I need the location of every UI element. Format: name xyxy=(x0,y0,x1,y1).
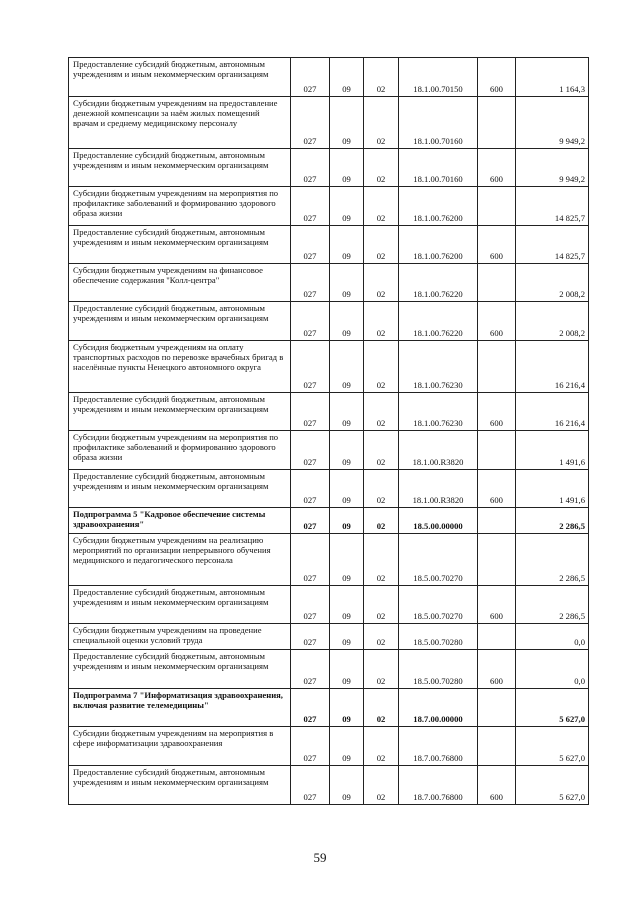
item-name-cell: Субсидии бюджетным учреждениям на проведение специальной оценки условий труда xyxy=(69,624,291,650)
item-name-cell: Предоставление субсидий бюджетным, автономным учреждениям и иным некоммерческим организациям xyxy=(69,149,291,187)
table-row xyxy=(69,341,589,393)
amount-cell: 14 825,7 xyxy=(516,187,589,226)
ved-code-cell: 027 xyxy=(291,508,330,534)
item-name-cell: Субсидии бюджетным учреждениям на мероприятия по профилактике заболеваний и формированию здорового образа жизни xyxy=(69,187,291,226)
item-name-cell: Предоставление субсидий бюджетным, автономным учреждениям и иным некоммерческим организациям xyxy=(69,302,291,341)
expense-type-cell: 600 xyxy=(478,766,516,805)
table-row xyxy=(69,766,589,805)
target-article-cell: 18.5.00.70280 xyxy=(399,650,478,689)
ved-code-cell: 027 xyxy=(291,727,330,766)
amount-cell: 14 825,7 xyxy=(516,226,589,264)
amount-cell: 2 008,2 xyxy=(516,264,589,302)
expense-type-cell: 600 xyxy=(478,393,516,431)
ved-code-cell: 027 xyxy=(291,97,330,149)
ved-code-cell: 027 xyxy=(291,624,330,650)
subsection-code-cell: 02 xyxy=(364,650,399,689)
section-code-cell: 09 xyxy=(330,766,364,805)
target-article-cell: 18.1.00.76220 xyxy=(399,264,478,302)
item-name-cell: Предоставление субсидий бюджетным, автономным учреждениям и иным некоммерческим организациям xyxy=(69,650,291,689)
item-name-cell: Субсидии бюджетным учреждениям на финансовое обеспечение содержания "Колл-центра" xyxy=(69,264,291,302)
item-name-cell: Субсидия бюджетным учреждениям на оплату транспортных расходов по перевозке врачебных бригад в населённые пункты Ненецкого автономного округа xyxy=(69,341,291,393)
ved-code-cell: 027 xyxy=(291,431,330,470)
amount-cell: 1 164,3 xyxy=(516,58,589,97)
section-code-cell: 09 xyxy=(330,341,364,393)
amount-cell: 5 627,0 xyxy=(516,766,589,805)
subsection-code-cell: 02 xyxy=(364,393,399,431)
expense-type-cell xyxy=(478,341,516,393)
ved-code-cell: 027 xyxy=(291,264,330,302)
table-row xyxy=(69,393,589,431)
subsection-code-cell: 02 xyxy=(364,508,399,534)
subsection-code-cell: 02 xyxy=(364,302,399,341)
target-article-cell: 18.7.00.00000 xyxy=(399,689,478,727)
budget-table xyxy=(68,57,589,805)
item-name-cell: Подпрограмма 7 "Информатизация здравоохранения, включая развитие телемедицины" xyxy=(69,689,291,727)
table-row xyxy=(69,226,589,264)
target-article-cell: 18.5.00.00000 xyxy=(399,508,478,534)
ved-code-cell: 027 xyxy=(291,149,330,187)
ved-code-cell: 027 xyxy=(291,341,330,393)
ved-code-cell: 027 xyxy=(291,470,330,508)
ved-code-cell: 027 xyxy=(291,586,330,624)
amount-cell: 5 627,0 xyxy=(516,727,589,766)
section-code-cell: 09 xyxy=(330,264,364,302)
target-article-cell: 18.7.00.76800 xyxy=(399,766,478,805)
subsection-code-cell: 02 xyxy=(364,624,399,650)
expense-type-cell xyxy=(478,689,516,727)
table-row xyxy=(69,264,589,302)
amount-cell: 2 286,5 xyxy=(516,586,589,624)
subsection-code-cell: 02 xyxy=(364,586,399,624)
table-row xyxy=(69,187,589,226)
amount-cell: 2 008,2 xyxy=(516,302,589,341)
expense-type-cell xyxy=(478,97,516,149)
ved-code-cell: 027 xyxy=(291,650,330,689)
target-article-cell: 18.1.00.76230 xyxy=(399,393,478,431)
expense-type-cell xyxy=(478,624,516,650)
amount-cell: 16 216,4 xyxy=(516,393,589,431)
section-code-cell: 09 xyxy=(330,58,364,97)
subsection-code-cell: 02 xyxy=(364,766,399,805)
target-article-cell: 18.1.00.76220 xyxy=(399,302,478,341)
subsection-code-cell: 02 xyxy=(364,431,399,470)
expense-type-cell xyxy=(478,727,516,766)
target-article-cell: 18.1.00.76200 xyxy=(399,187,478,226)
amount-cell: 1 491,6 xyxy=(516,431,589,470)
expense-type-cell: 600 xyxy=(478,586,516,624)
subsection-code-cell: 02 xyxy=(364,187,399,226)
table-row xyxy=(69,624,589,650)
ved-code-cell: 027 xyxy=(291,689,330,727)
section-code-cell: 09 xyxy=(330,624,364,650)
item-name-cell: Субсидии бюджетным учреждениям на реализацию мероприятий по организации непрерывного обучения медицинского и педагогического персонала xyxy=(69,534,291,586)
amount-cell: 0,0 xyxy=(516,650,589,689)
amount-cell: 9 949,2 xyxy=(516,97,589,149)
target-article-cell: 18.5.00.70270 xyxy=(399,586,478,624)
target-article-cell: 18.1.00.76200 xyxy=(399,226,478,264)
section-code-cell: 09 xyxy=(330,508,364,534)
expense-type-cell: 600 xyxy=(478,650,516,689)
amount-cell: 9 949,2 xyxy=(516,149,589,187)
subsection-code-cell: 02 xyxy=(364,534,399,586)
item-name-cell: Предоставление субсидий бюджетным, автономным учреждениям и иным некоммерческим организациям xyxy=(69,393,291,431)
table-body xyxy=(69,58,589,805)
table-row xyxy=(69,470,589,508)
expense-type-cell: 600 xyxy=(478,149,516,187)
expense-type-cell xyxy=(478,534,516,586)
target-article-cell: 18.1.00.70160 xyxy=(399,149,478,187)
table-row xyxy=(69,508,589,534)
section-code-cell: 09 xyxy=(330,727,364,766)
table-row xyxy=(69,586,589,624)
amount-cell: 0,0 xyxy=(516,624,589,650)
subsection-code-cell: 02 xyxy=(364,727,399,766)
subsection-code-cell: 02 xyxy=(364,58,399,97)
expense-type-cell xyxy=(478,187,516,226)
subsection-code-cell: 02 xyxy=(364,264,399,302)
ved-code-cell: 027 xyxy=(291,534,330,586)
subsection-code-cell: 02 xyxy=(364,226,399,264)
expense-type-cell: 600 xyxy=(478,470,516,508)
expense-type-cell: 600 xyxy=(478,226,516,264)
target-article-cell: 18.5.00.70270 xyxy=(399,534,478,586)
section-code-cell: 09 xyxy=(330,97,364,149)
section-code-cell: 09 xyxy=(330,534,364,586)
amount-cell: 5 627,0 xyxy=(516,689,589,727)
item-name-cell: Предоставление субсидий бюджетным, автономным учреждениям и иным некоммерческим организациям xyxy=(69,470,291,508)
ved-code-cell: 027 xyxy=(291,302,330,341)
target-article-cell: 18.1.00.76230 xyxy=(399,341,478,393)
expense-type-cell xyxy=(478,508,516,534)
item-name-cell: Субсидии бюджетным учреждениям на мероприятия по профилактике заболеваний и формированию здорового образа жизни xyxy=(69,431,291,470)
target-article-cell: 18.1.00.70160 xyxy=(399,97,478,149)
table-row xyxy=(69,58,589,97)
section-code-cell: 09 xyxy=(330,393,364,431)
subsection-code-cell: 02 xyxy=(364,97,399,149)
item-name-cell: Предоставление субсидий бюджетным, автономным учреждениям и иным некоммерческим организациям xyxy=(69,58,291,97)
subsection-code-cell: 02 xyxy=(364,470,399,508)
table-row xyxy=(69,534,589,586)
page-number: 59 xyxy=(313,850,327,865)
item-name-cell: Субсидии бюджетным учреждениям на мероприятия в сфере информатизации здравоохранения xyxy=(69,727,291,766)
subsection-code-cell: 02 xyxy=(364,689,399,727)
item-name-cell: Предоставление субсидий бюджетным, автономным учреждениям и иным некоммерческим организациям xyxy=(69,226,291,264)
item-name-cell: Предоставление субсидий бюджетным, автономным учреждениям и иным некоммерческим организациям xyxy=(69,586,291,624)
amount-cell: 2 286,5 xyxy=(516,534,589,586)
amount-cell: 2 286,5 xyxy=(516,508,589,534)
table-row xyxy=(69,689,589,727)
section-code-cell: 09 xyxy=(330,650,364,689)
section-code-cell: 09 xyxy=(330,586,364,624)
section-code-cell: 09 xyxy=(330,226,364,264)
section-code-cell: 09 xyxy=(330,187,364,226)
target-article-cell: 18.5.00.70280 xyxy=(399,624,478,650)
target-article-cell: 18.1.00.R3820 xyxy=(399,431,478,470)
item-name-cell: Предоставление субсидий бюджетным, автономным учреждениям и иным некоммерческим организациям xyxy=(69,766,291,805)
expense-type-cell: 600 xyxy=(478,58,516,97)
table-row xyxy=(69,302,589,341)
section-code-cell: 09 xyxy=(330,302,364,341)
item-name-cell: Субсидии бюджетным учреждениям на предоставление денежной компенсации за наём жилых помещений врачам и среднему медицинскому персоналу xyxy=(69,97,291,149)
amount-cell: 16 216,4 xyxy=(516,341,589,393)
target-article-cell: 18.1.00.R3820 xyxy=(399,470,478,508)
ved-code-cell: 027 xyxy=(291,393,330,431)
ved-code-cell: 027 xyxy=(291,187,330,226)
expense-type-cell: 600 xyxy=(478,302,516,341)
section-code-cell: 09 xyxy=(330,689,364,727)
section-code-cell: 09 xyxy=(330,431,364,470)
target-article-cell: 18.1.00.70150 xyxy=(399,58,478,97)
subsection-code-cell: 02 xyxy=(364,341,399,393)
expense-type-cell xyxy=(478,431,516,470)
ved-code-cell: 027 xyxy=(291,766,330,805)
table-row xyxy=(69,431,589,470)
table-row xyxy=(69,149,589,187)
section-code-cell: 09 xyxy=(330,470,364,508)
ved-code-cell: 027 xyxy=(291,226,330,264)
ved-code-cell: 027 xyxy=(291,58,330,97)
amount-cell: 1 491,6 xyxy=(516,470,589,508)
target-article-cell: 18.7.00.76800 xyxy=(399,727,478,766)
table-row xyxy=(69,97,589,149)
table-row xyxy=(69,727,589,766)
subsection-code-cell: 02 xyxy=(364,149,399,187)
expense-type-cell xyxy=(478,264,516,302)
section-code-cell: 09 xyxy=(330,149,364,187)
item-name-cell: Подпрограмма 5 "Кадровое обеспечение системы здравоохранения" xyxy=(69,508,291,534)
table-row xyxy=(69,650,589,689)
